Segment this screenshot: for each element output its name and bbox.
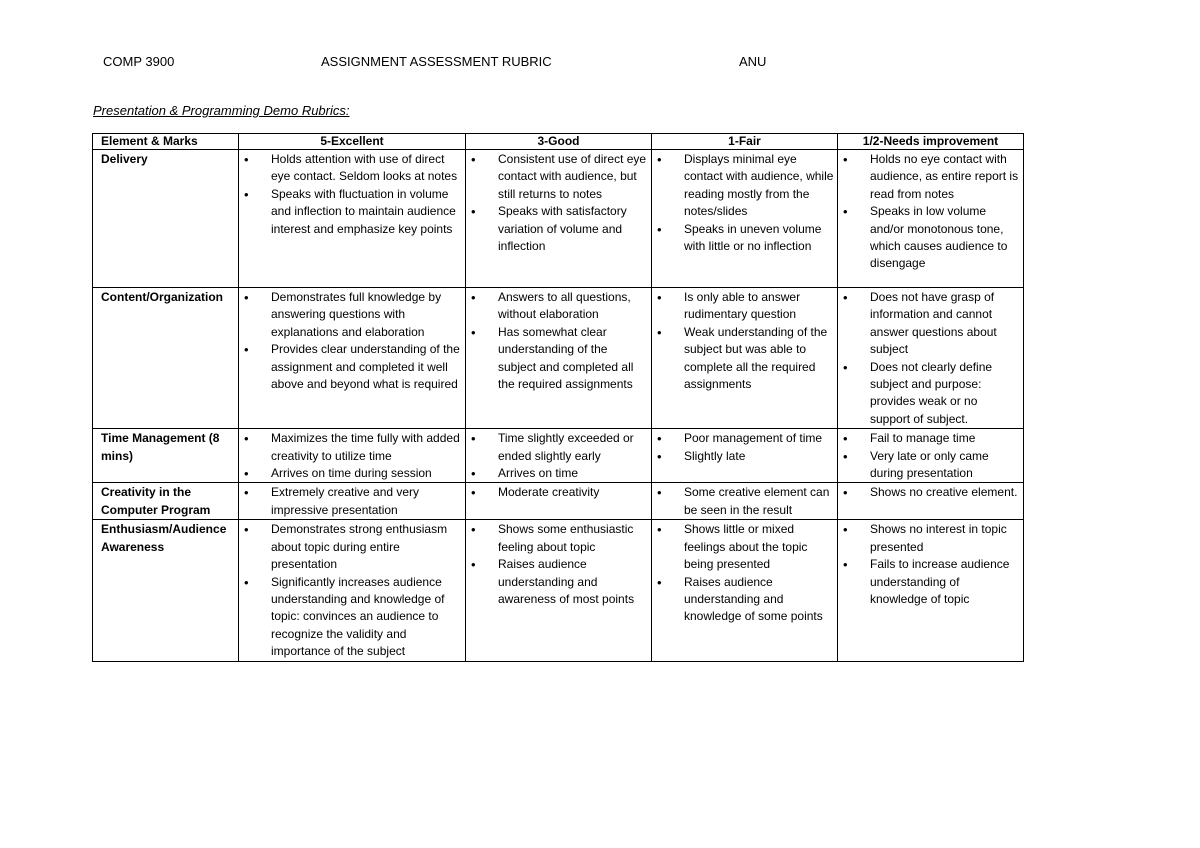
criteria-item: • Very late or only came during presentation <box>843 448 1020 483</box>
criteria-list <box>843 430 1020 482</box>
criteria-cell-needs-improvement <box>838 429 1024 483</box>
rubric-row <box>93 429 1024 483</box>
rubric-body <box>93 150 1024 662</box>
criteria-list <box>843 484 1020 501</box>
criteria-item: • Speaks in uneven volume with little or no inflection <box>657 221 834 256</box>
criteria-item: • Speaks in low volume and/or monotonous tone, which causes audience to disengage <box>843 203 1020 273</box>
criteria-list <box>657 484 834 519</box>
criteria-item: • Weak understanding of the subject but was able to complete all the required assignments <box>657 324 834 394</box>
course-code: COMP 3900 <box>103 54 175 69</box>
column-header-good: 3-Good <box>466 134 652 150</box>
criteria-cell-good <box>466 150 652 288</box>
element-cell: Delivery <box>93 150 239 288</box>
criteria-list <box>657 151 834 255</box>
criteria-item: • Poor management of time <box>657 430 834 447</box>
criteria-list <box>657 430 834 465</box>
column-header-needs-improvement: 1/2-Needs improvement <box>838 134 1024 150</box>
criteria-cell-needs-improvement <box>838 520 1024 662</box>
criteria-item: • Has somewhat clear understanding of the subject and completed all the required assignments <box>471 324 648 394</box>
criteria-item: • Maximizes the time fully with added creativity to utilize time <box>244 430 462 465</box>
criteria-item: • Arrives on time during session <box>244 465 462 482</box>
rubric-row <box>93 483 1024 520</box>
criteria-item: • Answers to all questions, without elaboration <box>471 289 648 324</box>
column-header-excellent: 5-Excellent <box>239 134 466 150</box>
criteria-item: • Shows no creative element. <box>843 484 1020 501</box>
criteria-cell-fair <box>652 520 838 662</box>
criteria-list <box>843 151 1020 273</box>
criteria-cell-fair <box>652 150 838 288</box>
rubric-header-row <box>93 134 1024 150</box>
criteria-item: • Displays minimal eye contact with audience, while reading mostly from the notes/slides <box>657 151 834 221</box>
criteria-list <box>471 289 648 393</box>
criteria-list <box>471 430 648 482</box>
criteria-list <box>657 521 834 625</box>
criteria-list <box>244 151 462 238</box>
criteria-cell-fair <box>652 288 838 429</box>
criteria-item: • Time slightly exceeded or ended slightly early <box>471 430 648 465</box>
criteria-cell-needs-improvement <box>838 483 1024 520</box>
rubric-table <box>92 133 1024 662</box>
criteria-list <box>843 289 1020 428</box>
criteria-item: • Shows little or mixed feelings about the topic being presented <box>657 521 834 573</box>
criteria-item: • Raises audience understanding and awareness of most points <box>471 556 648 608</box>
criteria-item: • Holds no eye contact with audience, as entire report is read from notes <box>843 151 1020 203</box>
criteria-cell-needs-improvement <box>838 288 1024 429</box>
institution-name: ANU <box>739 54 767 69</box>
element-cell: Time Management (8 mins) <box>93 429 239 483</box>
rubric-row <box>93 150 1024 288</box>
criteria-cell-excellent <box>239 150 466 288</box>
criteria-item: • Fails to increase audience understanding of knowledge of topic <box>843 556 1020 608</box>
element-cell: Enthusiasm/Audience Awareness <box>93 520 239 662</box>
document-title: ASSIGNMENT ASSESSMENT RUBRIC <box>321 54 552 69</box>
criteria-item: • Fail to manage time <box>843 430 1020 447</box>
criteria-item: • Holds attention with use of direct eye contact. Seldom looks at notes <box>244 151 462 186</box>
element-cell: Creativity in the Computer Program <box>93 483 239 520</box>
criteria-item: • Shows no interest in topic presented <box>843 521 1020 556</box>
criteria-cell-fair <box>652 429 838 483</box>
criteria-cell-fair <box>652 483 838 520</box>
criteria-item: • Shows some enthusiastic feeling about topic <box>471 521 648 556</box>
criteria-list <box>244 484 462 519</box>
criteria-item: • Speaks with satisfactory variation of volume and inflection <box>471 203 648 255</box>
criteria-list <box>244 521 462 660</box>
rubric-row <box>93 288 1024 429</box>
criteria-cell-good <box>466 429 652 483</box>
criteria-cell-excellent <box>239 520 466 662</box>
criteria-item: • Arrives on time <box>471 465 648 482</box>
criteria-item: • Slightly late <box>657 448 834 465</box>
criteria-list <box>471 484 648 501</box>
criteria-item: • Significantly increases audience understanding and knowledge of topic: convinces an audience to recognize the validity and importance of the subject <box>244 574 462 661</box>
rubric-subtitle: Presentation & Programming Demo Rubrics: <box>93 103 350 118</box>
criteria-list <box>843 521 1020 608</box>
column-header-element: Element & Marks <box>93 134 239 150</box>
rubric-row <box>93 520 1024 662</box>
criteria-cell-good <box>466 520 652 662</box>
criteria-list <box>244 289 462 393</box>
criteria-item: • Speaks with fluctuation in volume and inflection to maintain audience interest and emphasize key points <box>244 186 462 238</box>
criteria-cell-excellent <box>239 288 466 429</box>
criteria-item: • Does not have grasp of information and cannot answer questions about subject <box>843 289 1020 359</box>
criteria-item: • Some creative element can be seen in the result <box>657 484 834 519</box>
criteria-cell-excellent <box>239 483 466 520</box>
criteria-item: • Demonstrates full knowledge by answering questions with explanations and elaboration <box>244 289 462 341</box>
criteria-list <box>471 521 648 608</box>
criteria-cell-good <box>466 483 652 520</box>
criteria-item: • Consistent use of direct eye contact with audience, but still returns to notes <box>471 151 648 203</box>
criteria-list <box>657 289 834 393</box>
column-header-fair: 1-Fair <box>652 134 838 150</box>
criteria-cell-excellent <box>239 429 466 483</box>
criteria-cell-good <box>466 288 652 429</box>
criteria-item: • Provides clear understanding of the assignment and completed it well above and beyond what is required <box>244 341 462 393</box>
criteria-cell-needs-improvement <box>838 150 1024 288</box>
criteria-item: • Does not clearly define subject and purpose: provides weak or no support of subject. <box>843 359 1020 429</box>
criteria-list <box>471 151 648 255</box>
criteria-item: • Extremely creative and very impressive presentation <box>244 484 462 519</box>
criteria-item: • Raises audience understanding and knowledge of some points <box>657 574 834 626</box>
element-cell: Content/Organization <box>93 288 239 429</box>
criteria-item: • Demonstrates strong enthusiasm about topic during entire presentation <box>244 521 462 573</box>
criteria-list <box>244 430 462 482</box>
criteria-item: • Moderate creativity <box>471 484 648 501</box>
criteria-item: • Is only able to answer rudimentary question <box>657 289 834 324</box>
